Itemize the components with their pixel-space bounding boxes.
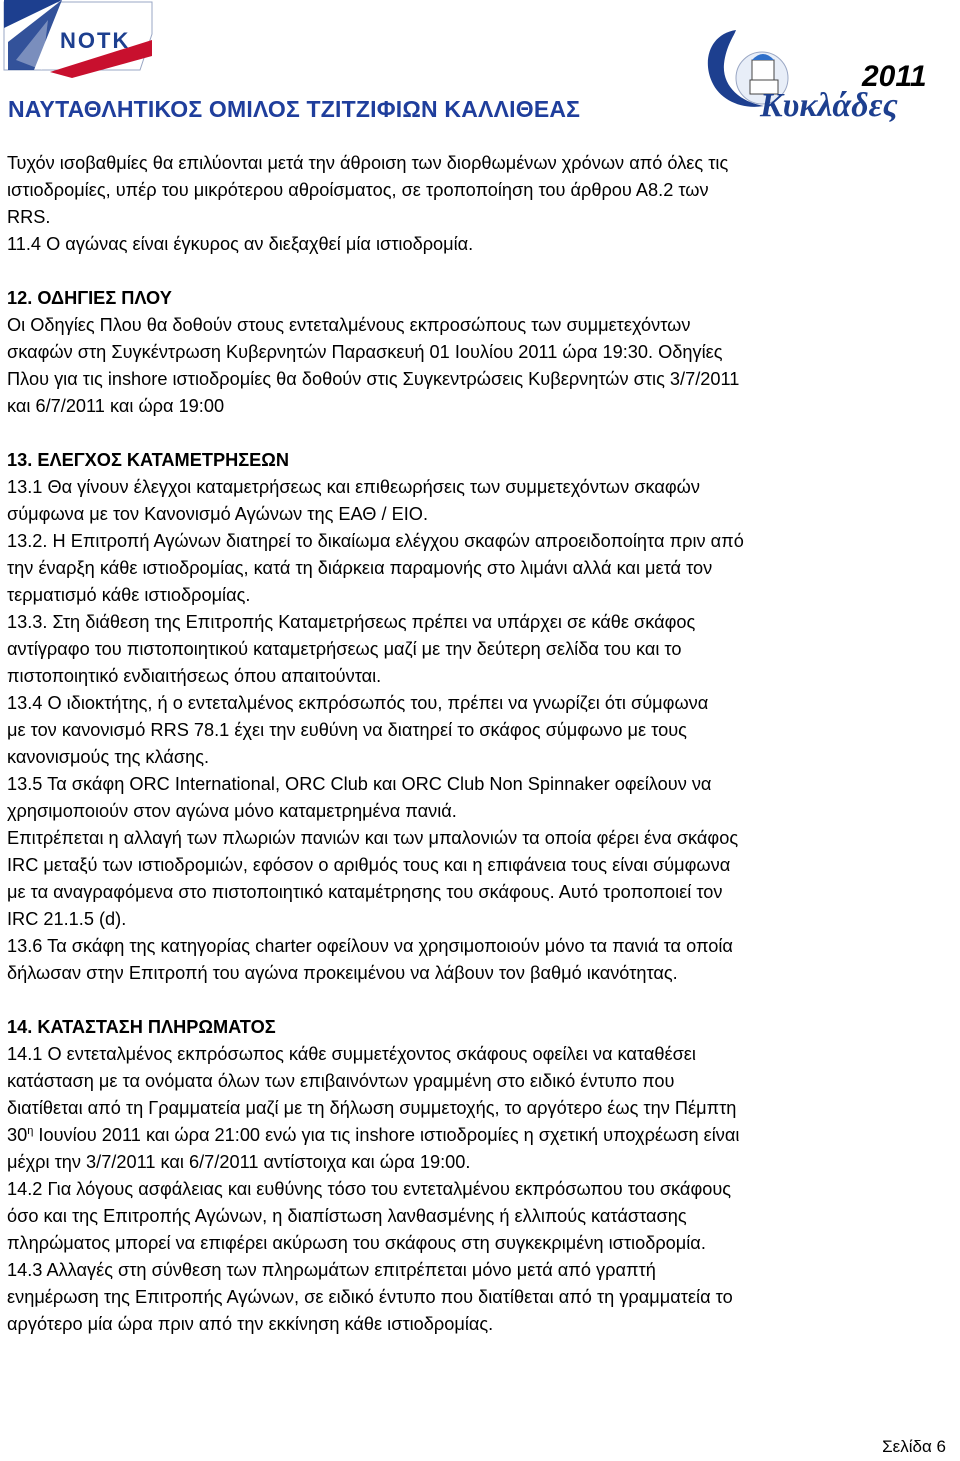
text-line: πιστοποιητικό ενδιαιτήσεως όπου απαιτούνται. bbox=[7, 666, 382, 686]
text-line: Τυχόν ισοβαθμίες θα επιλύονται μετά την άθροιση των διορθωμένων χρόνων από όλες τις bbox=[7, 153, 729, 173]
text-line: κατάσταση με τα ονόματα όλων των επιβαινόντων γραμμένη στο ειδικό έντυπο που bbox=[7, 1071, 675, 1091]
text-line: Πλου για τις inshore ιστιοδρομίες θα δοθούν στις Συγκεντρώσεις Κυβερνητών στις 3/7/2011 bbox=[7, 369, 740, 389]
text-line: τερματισμό κάθε ιστιοδρομίας. bbox=[7, 585, 251, 605]
text-line: Οι Οδηγίες Πλου θα δοθούν στους εντεταλμένους εκπροσώπους των συμμετεχόντων bbox=[7, 315, 691, 335]
text-line: χρησιμοποιούν στον αγώνα μόνο καταμετρημένα πανιά. bbox=[7, 801, 457, 821]
event-year: 2011 bbox=[862, 60, 927, 93]
ordinal-suffix: η bbox=[27, 1125, 34, 1137]
text-line: 13.6 Τα σκάφη της κατηγορίας charter οφείλουν να χρησιμοποιούν μόνο τα πανιά τα οποία bbox=[7, 936, 733, 956]
notk-logo-text: NOTK bbox=[60, 28, 131, 53]
text-line: με τον κανονισμό RRS 78.1 έχει την ευθύνη να διατηρεί το σκάφος σύμφωνο με τους bbox=[7, 720, 687, 740]
text-line: διατίθεται από τη Γραμματεία μαζί με τη δήλωση συμμετοχής, το αργότερο έως την Πέμπτη bbox=[7, 1098, 737, 1118]
text-line: σύμφωνα με τον Κανονισμό Αγώνων της ΕΑΘ / ΕΙΟ. bbox=[7, 504, 428, 524]
text-line: 13.3. Στη διάθεση της Επιτροπής Καταμετρήσεως πρέπει να υπάρχει σε κάθε σκάφος bbox=[7, 612, 696, 632]
text-line: σκαφών στη Συγκέντρωση Κυβερνητών Παρασκευή 01 Ιουλίου 2011 ώρα 19:30. Οδηγίες bbox=[7, 342, 723, 362]
text-line: 13.1 Θα γίνουν έλεγχοι καταμετρήσεως και επιθεωρήσεις των συμμετεχόντων σκαφών bbox=[7, 477, 700, 497]
text-line: 14.2 Για λόγους ασφάλειας και ευθύνης τόσο του εντεταλμένου εκπρόσωπου του σκάφους bbox=[7, 1179, 732, 1199]
text-line: μέχρι την 3/7/2011 και 6/7/2011 αντίστοιχα και ώρα 19:00. bbox=[7, 1152, 471, 1172]
text-line: RRS. bbox=[7, 207, 51, 227]
text-line: πληρώματος μπορεί να επιφέρει ακύρωση του σκάφους στη συγκεκριμένη ιστιοδρομία. bbox=[7, 1233, 706, 1253]
text-line: αντίγραφο του πιστοποιητικού καταμετρήσεως μαζί με την δεύτερη σελίδα του και το bbox=[7, 639, 682, 659]
section-title-14: 14. ΚΑΤΑΣΤΑΣΗ ΠΛΗΡΩΜΑΤΟΣ bbox=[7, 1017, 276, 1037]
text-line bbox=[7, 1122, 955, 1149]
club-name: ΝΑΥΤΑΘΛΗΤΙΚΟΣ ΟΜΙΛΟΣ ΤΖΙΤΖΙΦΙΩΝ ΚΑΛΛΙΘΕΑΣ bbox=[8, 96, 581, 122]
text-line: ενημέρωση της Επιτροπής Αγώνων, σε ειδικό έντυπο που διατίθεται από τη γραμματεία το bbox=[7, 1287, 733, 1307]
text-line: αργότερο μία ώρα πριν από την εκκίνηση κάθε ιστιοδρομίας. bbox=[7, 1314, 494, 1334]
deadline-text: Ιουνίου 2011 και ώρα 21:00 ενώ για τις inshore ιστιοδρομίες η σχετική υποχρέωση είναι bbox=[33, 1125, 740, 1145]
text-line: 14.3 Αλλαγές στη σύνθεση των πληρωμάτων επιτρέπεται μόνο μετά από γραπτή bbox=[7, 1260, 656, 1280]
text-line: 13.4 Ο ιδιοκτήτης, ή ο εντεταλμένος εκπρόσωπός του, πρέπει να γνωρίζει ότι σύμφωνα bbox=[7, 693, 709, 713]
page-header bbox=[0, 0, 960, 140]
text-line: την έναρξη κάθε ιστιοδρομίας, κατά τη διάρκεια παραμονής στο λιμάνι αλλά και μετά τον bbox=[7, 558, 713, 578]
text-line: Επιτρέπεται η αλλαγή των πλωριών πανιών και των μπαλονιών τα οποία φέρει ένα σκάφος bbox=[7, 828, 739, 848]
text-line: δήλωσαν στην Επιτροπή του αγώνα προκειμένου να λάβουν τον βαθμό ικανότητας. bbox=[7, 963, 678, 983]
text-line: με τα αναγραφόμενα στο πιστοποιητικό καταμέτρησης του σκάφους. Αυτό τροποποιεί τον bbox=[7, 882, 723, 902]
kyklades-logo-text: Κυκλάδες bbox=[760, 87, 898, 124]
text-line: όσο και της Επιτροπής Αγώνων, η διαπίστωση λανθασμένης ή ελλιπούς κατάστασης bbox=[7, 1206, 687, 1226]
text-line: 13.2. Η Επιτροπή Αγώνων διατηρεί το δικαίωμα ελέγχου σκαφών απροειδοποίητα πριν από bbox=[7, 531, 744, 551]
notk-logo bbox=[2, 0, 170, 84]
text-line: 13.5 Τα σκάφη ORC International, ORC Club και ORC Club Non Spinnaker οφείλουν να bbox=[7, 774, 712, 794]
text-line: 14.1 Ο εντεταλμένος εκπρόσωπος κάθε συμμετέχοντος σκάφους οφείλει να καταθέσει bbox=[7, 1044, 696, 1064]
page-number: Σελίδα 6 bbox=[882, 1437, 946, 1456]
deadline-day: 30 bbox=[7, 1125, 28, 1145]
text-line: και 6/7/2011 και ώρα 19:00 bbox=[7, 396, 225, 416]
text-line: IRC 21.1.5 (d). bbox=[7, 909, 127, 929]
document-body bbox=[7, 150, 955, 1338]
section-title-12: 12. ΟΔΗΓΙΕΣ ΠΛΟΥ bbox=[7, 288, 172, 308]
text-line: κανονισμούς της κλάσης. bbox=[7, 747, 210, 767]
text-line: IRC μεταξύ των ιστιοδρομιών, εφόσον ο αριθμός τους και η επιφάνεια τους είναι σύμφωνα bbox=[7, 855, 731, 875]
text-line: ιστιοδρομίες, υπέρ του μικρότερου αθροίσματος, σε τροποποίηση του άρθρου Α8.2 των bbox=[7, 180, 709, 200]
text-line: 11.4 Ο αγώνας είναι έγκυρος αν διεξαχθεί μία ιστιοδρομία. bbox=[7, 234, 474, 254]
section-title-13: 13. ΕΛΕΓΧΟΣ ΚΑΤΑΜΕΤΡΗΣΕΩΝ bbox=[7, 450, 289, 470]
